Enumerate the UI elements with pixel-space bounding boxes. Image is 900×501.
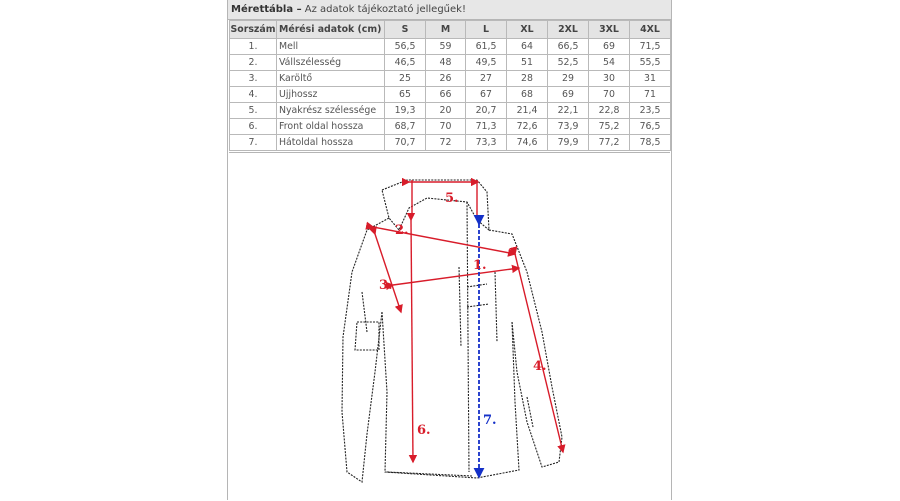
row-size-value: 72 [426,135,466,151]
row-size-value: 31 [630,71,671,87]
title-note: Az adatok tájékoztató jellegűek! [301,4,466,15]
table-row [230,87,671,103]
title-bold: Mérettábla – [231,4,302,15]
measurement-diagram-area [229,152,670,501]
row-size-value: 73,9 [548,119,589,135]
row-size-value: 66,5 [548,39,589,55]
size-table [229,20,671,151]
row-index: 3. [230,71,277,87]
row-size-value: 73,3 [466,135,507,151]
row-size-value: 74,6 [507,135,548,151]
col-size-header: XL [507,21,548,39]
label-back-length: 7. [483,413,497,428]
row-size-value: 56,5 [385,39,426,55]
row-index: 5. [230,103,277,119]
row-size-value: 71,3 [466,119,507,135]
label-neck: 5. [445,191,459,206]
size-chart-title [228,0,671,20]
row-size-value: 52,5 [548,55,589,71]
row-index: 2. [230,55,277,71]
row-size-value: 49,5 [466,55,507,71]
size-chart-panel [227,0,672,500]
row-measurement-name: Vállszélesség [277,55,385,71]
col-index-header: Sorszám [230,21,277,39]
row-size-value: 26 [426,71,466,87]
col-measure-header: Mérési adatok (cm) [277,21,385,39]
table-header-row [230,21,671,39]
row-index: 1. [230,39,277,55]
label-sleeve: 4. [533,359,547,374]
row-size-value: 66 [426,87,466,103]
row-size-value: 20,7 [466,103,507,119]
row-size-value: 25 [385,71,426,87]
row-size-value: 70,7 [385,135,426,151]
row-index: 6. [230,119,277,135]
row-size-value: 68 [507,87,548,103]
row-size-value: 29 [548,71,589,87]
row-size-value: 75,2 [589,119,630,135]
row-size-value: 61,5 [466,39,507,55]
table-row [230,119,671,135]
row-size-value: 70 [589,87,630,103]
row-size-value: 19,3 [385,103,426,119]
row-measurement-name: Ujjhossz [277,87,385,103]
row-size-value: 69 [589,39,630,55]
row-size-value: 22,1 [548,103,589,119]
row-size-value: 79,9 [548,135,589,151]
row-size-value: 68,7 [385,119,426,135]
row-size-value: 65 [385,87,426,103]
row-size-value: 54 [589,55,630,71]
row-size-value: 78,5 [630,135,671,151]
row-size-value: 70 [426,119,466,135]
row-size-value: 59 [426,39,466,55]
col-size-header: S [385,21,426,39]
row-measurement-name: Front oldal hossza [277,119,385,135]
row-size-value: 20 [426,103,466,119]
row-size-value: 71 [630,87,671,103]
row-size-value: 48 [426,55,466,71]
col-size-header: 3XL [589,21,630,39]
label-armhole: 3. [379,278,393,293]
row-size-value: 30 [589,71,630,87]
jacket-outline [342,180,562,482]
row-size-value: 27 [466,71,507,87]
row-index: 7. [230,135,277,151]
row-measurement-name: Hátoldal hossza [277,135,385,151]
col-size-header: M [426,21,466,39]
col-size-header: 4XL [630,21,671,39]
row-size-value: 76,5 [630,119,671,135]
label-chest: 1. [473,258,487,273]
row-size-value: 46,5 [385,55,426,71]
row-measurement-name: Nyakrész szélessége [277,103,385,119]
row-size-value: 28 [507,71,548,87]
row-size-value: 64 [507,39,548,55]
row-size-value: 23,5 [630,103,671,119]
table-row [230,103,671,119]
row-size-value: 55,5 [630,55,671,71]
row-size-value: 22,8 [589,103,630,119]
table-row [230,39,671,55]
row-size-value: 21,4 [507,103,548,119]
table-row [230,135,671,151]
row-size-value: 51 [507,55,548,71]
table-row [230,55,671,71]
label-front-length: 6. [417,423,431,438]
label-shoulder: 2. [395,223,409,238]
row-size-value: 71,5 [630,39,671,55]
row-measurement-name: Mell [277,39,385,55]
col-size-header: 2XL [548,21,589,39]
jacket-measurement-diagram [327,172,570,501]
row-size-value: 69 [548,87,589,103]
table-row [230,71,671,87]
row-size-value: 67 [466,87,507,103]
row-size-value: 72,6 [507,119,548,135]
col-size-header: L [466,21,507,39]
row-measurement-name: Karöltő [277,71,385,87]
row-size-value: 77,2 [589,135,630,151]
row-index: 4. [230,87,277,103]
